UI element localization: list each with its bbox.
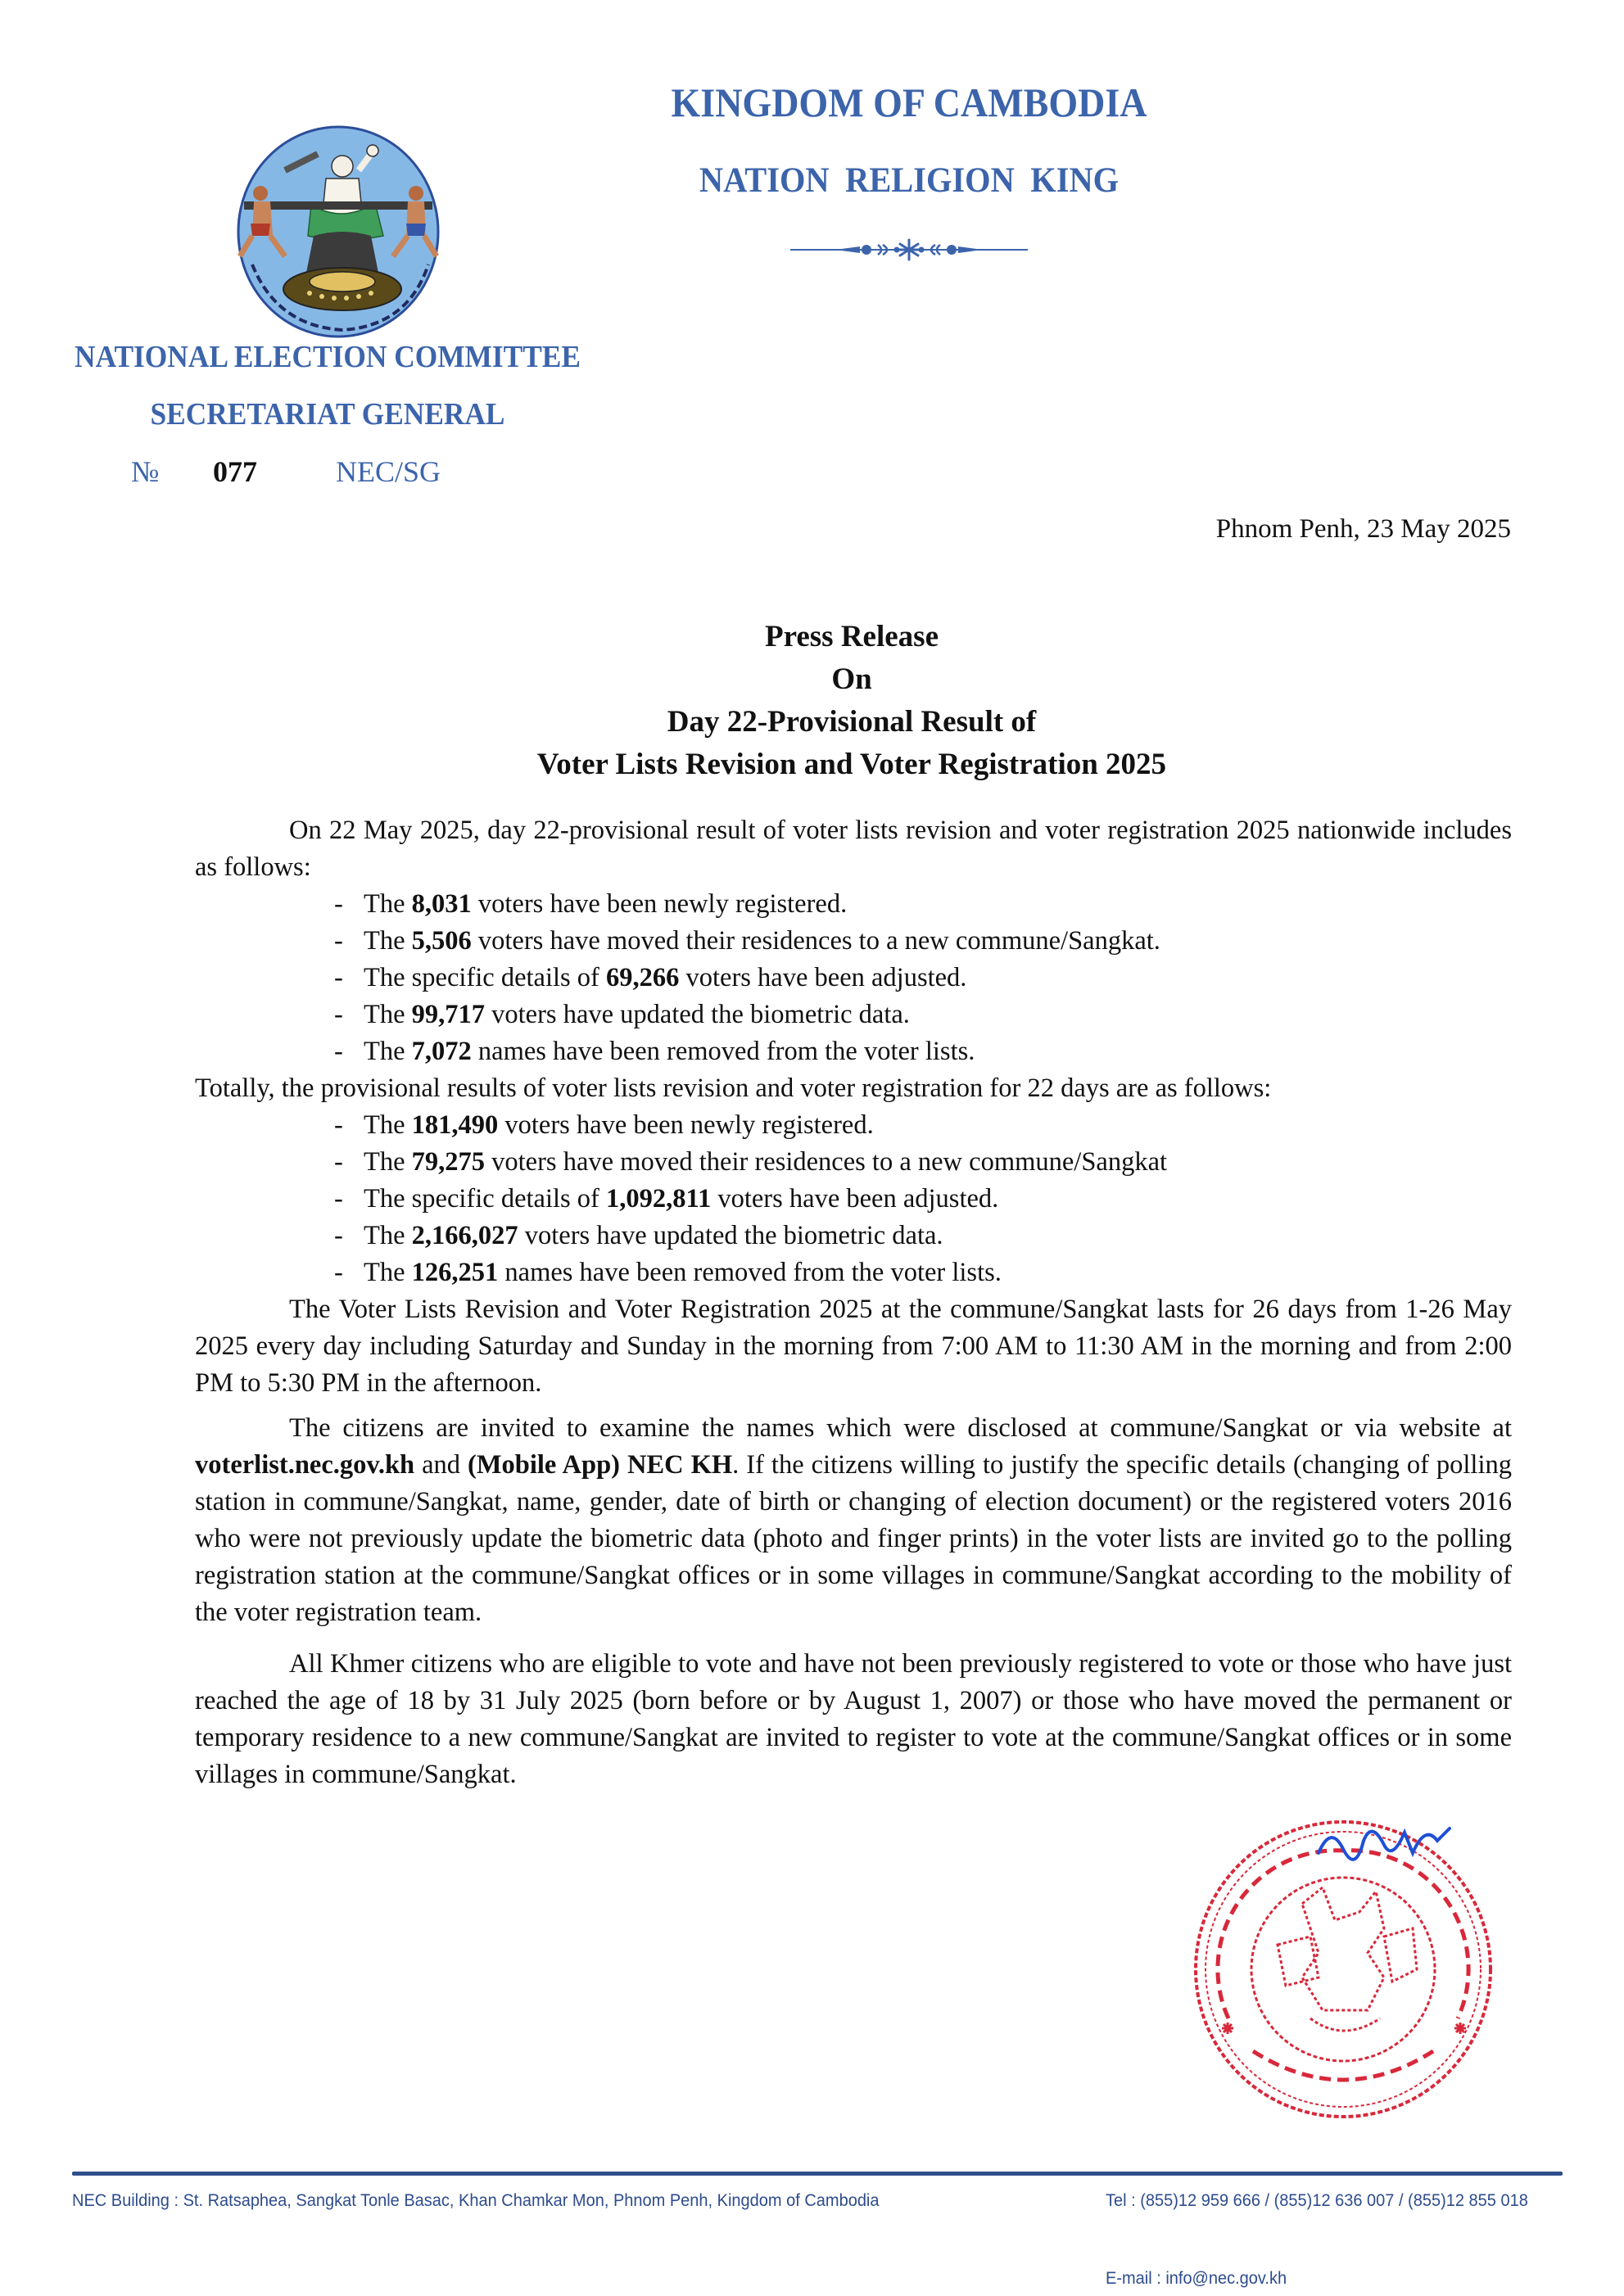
bullet-dash: - — [334, 1184, 343, 1214]
title-line-2: On — [831, 662, 872, 696]
daily-new-registered: 8,031 — [411, 889, 472, 919]
organization-department: SECRETARIAT GENERAL — [150, 397, 505, 432]
document-date: Phnom Penh, 23 May 2025 — [1215, 514, 1511, 544]
ref-prefix: № — [131, 455, 160, 488]
ref-number: 077 — [213, 455, 257, 488]
total-adjusted: 1,092,811 — [606, 1184, 712, 1214]
list-item: - The 7,072 names have been removed from the voter lists. — [195, 1033, 1512, 1070]
bullet-dash: - — [334, 1000, 343, 1029]
list-item: - The 126,251 names have been removed from the voter lists. — [195, 1254, 1512, 1291]
bullet-dash: - — [334, 926, 343, 956]
bullet-dash: - — [334, 1147, 343, 1177]
list-item: - The 99,717 voters have updated the biometric data. — [195, 997, 1512, 1033]
bullet-dash: - — [334, 963, 343, 992]
title-line-3: Day 22-Provisional Result of — [667, 705, 1037, 739]
ref-suffix: NEC/SG — [336, 455, 441, 488]
total-results-list — [195, 1107, 1512, 1291]
total-removed: 126,251 — [411, 1258, 499, 1287]
nec-emblem-logo-icon — [219, 121, 457, 342]
list-item: - The 5,506 voters have moved their residences to a new commune/Sangkat. — [195, 923, 1512, 960]
press-release-title — [246, 616, 1458, 786]
title-line-1: Press Release — [765, 620, 939, 653]
results-section — [195, 812, 1512, 1793]
footer-telephone: Tel : (855)12 959 666 / (855)12 636 007 / (855)12 855 018 — [1106, 2190, 1528, 2210]
daily-biometric: 99,717 — [411, 1000, 486, 1029]
list-item: - The 79,275 voters have moved their residences to a new commune/Sangkat — [195, 1144, 1512, 1181]
eligibility-paragraph: All Khmer citizens who are eligible to vote and have not been previously registered to vote or those who have just reached the age of 18 by 31 July 2025 (born before or by August 1, 2007) or those who have moved the permanent or temporary residence to a new commune/Sangkat are invited to register to vote at the commune/Sangkat offices or in some villages in commune/Sangkat. — [195, 1649, 1512, 1789]
list-item: - The 181,490 voters have been newly registered. — [195, 1107, 1512, 1144]
examine-paragraph: The citizens are invited to examine the names which were disclosed at commune/Sangkat or via website at voterlist.nec.gov.kh and (Mobile App) NEC KH. If the citizens willing to justify the specific details (changing of polling station in commune/Sangkat, name, gender, date of birth or changing of election document) or the registered voters 2016 who were not previously update the biometric data (photo and finger prints) in the voter lists are invited go to the polling registration station at the commune/Sangkat offices or in some villages in commune/Sangkat according to the mobility of the voter registration team. — [195, 1413, 1512, 1627]
intro-paragraph: On 22 May 2025, day 22-provisional result of voter lists revision and voter registration 2025 nationwide includes as follows: — [195, 816, 1512, 882]
bullet-dash: - — [334, 889, 343, 919]
country-title: KINGDOM OF CAMBODIA — [671, 79, 1147, 125]
total-new-registered: 181,490 — [411, 1110, 499, 1140]
signature-icon — [1314, 1816, 1454, 1865]
total-moved: 79,275 — [411, 1147, 486, 1177]
daily-results-list — [195, 886, 1512, 1070]
organization-name: NATIONAL ELECTION COMMITTEE — [75, 340, 581, 374]
footer-address: NEC Building : St. Ratsaphea, Sangkat Tonle Basac, Khan Chamkar Mon, Phnom Penh, Kingdom of Cambodia — [72, 2190, 880, 2210]
list-item: - The 2,166,027 voters have updated the biometric data. — [195, 1218, 1512, 1254]
bullet-dash: - — [334, 1037, 343, 1066]
title-line-4: Voter Lists Revision and Voter Registration 2025 — [536, 748, 1167, 781]
footer-divider — [72, 2172, 1563, 2176]
footer-email[interactable]: E-mail : info@nec.gov.kh — [1106, 2268, 1287, 2288]
ornament-divider-icon — [786, 237, 1032, 262]
bullet-dash: - — [334, 1258, 343, 1287]
daily-removed: 7,072 — [411, 1037, 472, 1066]
reference-number-line — [131, 454, 441, 489]
bullet-dash: - — [334, 1110, 343, 1140]
list-item: - The specific details of 1,092,811 voters have been adjusted. — [195, 1181, 1512, 1218]
list-item: - The specific details of 69,266 voters have been adjusted. — [195, 960, 1512, 997]
website-link[interactable]: voterlist.nec.gov.kh — [195, 1450, 415, 1480]
schedule-paragraph: The Voter Lists Revision and Voter Registration 2025 at the commune/Sangkat lasts for 26 days from 1-26 May 2025 every day including Saturday and Sunday in the morning from 7:00 AM to 11:30 AM in the morning and from 2:00 PM to 5:30 PM in the afternoon. — [195, 1295, 1512, 1398]
total-intro-paragraph: Totally, the provisional results of voter lists revision and voter registration for 22 days are as follows: — [195, 1073, 1272, 1103]
list-item: - The 8,031 voters have been newly registered. — [195, 886, 1512, 923]
bullet-dash: - — [334, 1221, 343, 1250]
daily-moved: 5,506 — [411, 926, 472, 956]
daily-adjusted: 69,266 — [606, 963, 680, 992]
mobile-app-name: (Mobile App) NEC KH — [468, 1450, 733, 1480]
total-biometric: 2,166,027 — [411, 1221, 518, 1250]
national-motto: NATION RELIGION KING — [699, 161, 1120, 200]
